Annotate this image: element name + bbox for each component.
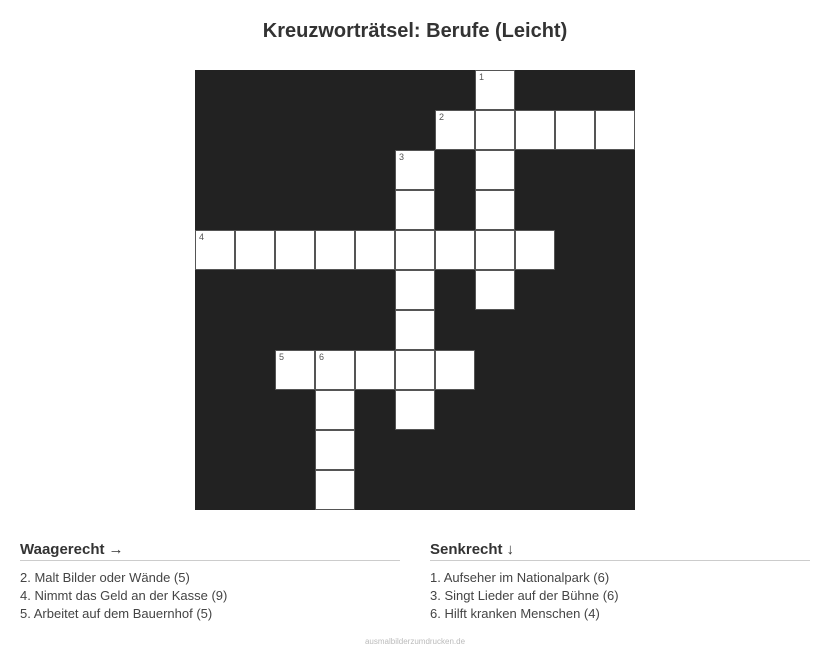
- crossword-cell[interactable]: [435, 110, 475, 150]
- crossword-cell[interactable]: [555, 110, 595, 150]
- clue-number: 4: [199, 232, 205, 242]
- right-arrow-icon: →: [108, 541, 124, 558]
- clue-item: 5. Arbeitet auf dem Bauernhof (5): [20, 606, 213, 621]
- clue-item: 1. Aufseher im Nationalpark (6): [430, 570, 610, 585]
- crossword-cell[interactable]: [595, 110, 635, 150]
- crossword-cell[interactable]: [475, 230, 515, 270]
- crossword-cell[interactable]: [195, 230, 235, 270]
- crossword-cell[interactable]: [395, 270, 435, 310]
- crossword-cell[interactable]: [395, 350, 435, 390]
- down-heading: [430, 541, 810, 561]
- down-heading-label: Senkrecht: [430, 541, 503, 558]
- crossword-cell[interactable]: [275, 350, 315, 390]
- clue-number: 6: [319, 352, 325, 362]
- crossword-cell[interactable]: [355, 350, 395, 390]
- down-arrow-icon: ↓: [506, 541, 515, 558]
- down-clue-list: [430, 569, 810, 623]
- clue-item: 6. Hilft kranken Menschen (4): [430, 606, 600, 621]
- crossword-cell[interactable]: [435, 230, 475, 270]
- crossword-cell[interactable]: [515, 230, 555, 270]
- crossword-cell[interactable]: [355, 230, 395, 270]
- crossword-cell[interactable]: [475, 110, 515, 150]
- crossword-cell[interactable]: [395, 190, 435, 230]
- crossword-cell[interactable]: [435, 350, 475, 390]
- clue-number: 5: [279, 352, 285, 362]
- crossword-cell[interactable]: [475, 150, 515, 190]
- across-clue-list: [20, 569, 400, 623]
- crossword-cell[interactable]: [315, 430, 355, 470]
- crossword-cell[interactable]: [395, 150, 435, 190]
- clue-number: 1: [479, 72, 485, 82]
- across-heading-label: Waagerecht: [20, 541, 105, 558]
- crossword-cell[interactable]: [395, 310, 435, 350]
- clue-item: 3. Singt Lieder auf der Bühne (6): [430, 588, 619, 603]
- footer-credit: ausmalbilderzumdrucken.de: [364, 637, 466, 646]
- crossword-cell[interactable]: [315, 230, 355, 270]
- down-clues-section: [430, 541, 810, 623]
- across-heading: [20, 541, 400, 561]
- crossword-cell[interactable]: [395, 390, 435, 430]
- crossword-grid: [195, 70, 635, 510]
- crossword-cell[interactable]: [315, 470, 355, 510]
- clue-number: 3: [399, 152, 405, 162]
- crossword-cell[interactable]: [515, 110, 555, 150]
- crossword-cell[interactable]: [315, 390, 355, 430]
- crossword-cell[interactable]: [475, 70, 515, 110]
- crossword-cell[interactable]: [475, 270, 515, 310]
- crossword-cell[interactable]: [275, 230, 315, 270]
- crossword-cell[interactable]: [475, 190, 515, 230]
- crossword-cell[interactable]: [235, 230, 275, 270]
- crossword-cell[interactable]: [315, 350, 355, 390]
- clue-number: 2: [439, 112, 445, 122]
- clue-item: 4. Nimmt das Geld an der Kasse (9): [20, 588, 228, 603]
- across-clues-section: [20, 541, 400, 623]
- puzzle-title: Kreuzworträtsel: Berufe (Leicht): [262, 20, 568, 42]
- clue-item: 2. Malt Bilder oder Wände (5): [20, 570, 190, 585]
- crossword-cell[interactable]: [395, 230, 435, 270]
